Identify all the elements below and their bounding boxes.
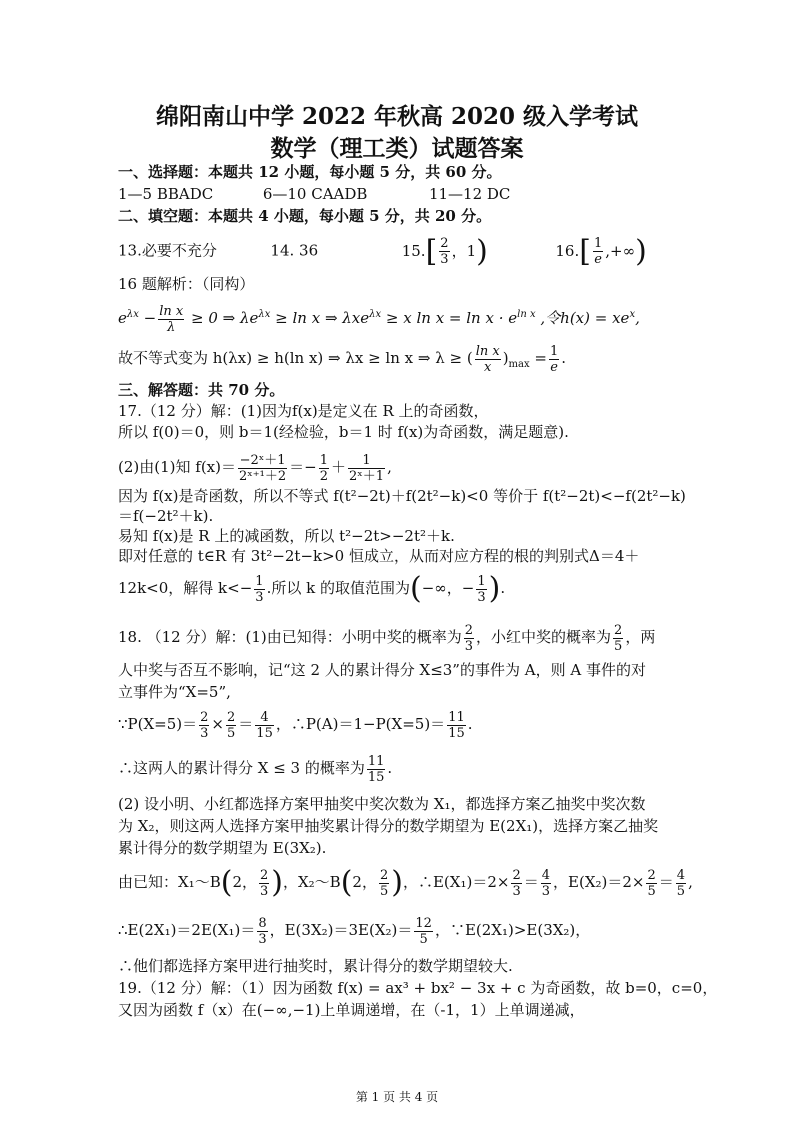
q16-derivation-line2: 故不等式变为 h(λx) ≥ h(ln x) ⇒ λx ≥ ln x ⇒ λ ≥ ( $\frac{\text{ln x}}{x}$ )$_{max}$ = $\frac{1}{e}$ . xyxy=(118,343,567,375)
q17-line3: (2)由(1)知 f(x)＝ $\frac{\text{−2ˣ＋1}}{\text{2ˣ⁺¹＋2}}$ ＝− $\frac{1}{2}$ ＋ $\frac{1}{\text{2ˣ＋1}}$ , xyxy=(118,452,392,484)
q17-line5: ＝f(−2t²＋k). xyxy=(118,507,214,525)
page-footer: 第 1 页 共 4 页 xyxy=(355,1090,439,1104)
q17-line2: 所以 f(0)＝0，则 b＝1(经检验，b＝1 时 f(x)为奇函数，满足题意). xyxy=(118,423,569,441)
section-1-heading: 一、选择题：本题共 12 小题，每小题 5 分，共 60 分。 xyxy=(118,163,502,181)
answer-14: 14. 36 xyxy=(270,241,319,260)
q18-line8: 累计得分的数学期望为 E(3X₂). xyxy=(118,839,327,857)
q17-line6: 易知 f(x)是 R 上的减函数，所以 t²−2t>−2t²＋k. xyxy=(118,527,455,545)
answer-13: 13.必要不充分 xyxy=(118,241,217,260)
section-3-heading: 三、解答题：共 70 分。 xyxy=(118,381,285,399)
q18-line2: 人中奖与否互不影响，记“这 2 人的累计得分 X≤3”的事件为 A，则 A 事件的对 xyxy=(118,661,646,679)
q16-derivation-line1: $e^{\lambda x}$ − $\frac{\text{ln x}}{\lambda}$ ≥ 0 ⇒ $\lambda e^{\lambda x} \ge \ln x$ ⇒ λxe$^{\lambda x}$ ≥ x $\ln x = \ln x \cdot e^{ln x}$ ,令$h(x) = xe^x$, xyxy=(118,303,640,335)
q17-line4: 因为 f(x)是奇函数，所以不等式 f(t²−2t)＋f(2t²−k)<0 等价于 f(t²−2t)<−f(2t²−k) xyxy=(118,487,686,505)
document-subtitle: 数学（理工类）试题答案 xyxy=(270,135,524,162)
q18-line11: ∴他们都选择方案甲进行抽奖时，累计得分的数学期望较大. xyxy=(118,957,513,975)
answer-16: 16.[ $\frac{1}{e}$ ,+∞) xyxy=(555,233,647,269)
q16-analysis-heading: 16 题解析：（同构） xyxy=(118,275,255,293)
q19-line2: 又因为函数 f（x）在(−∞,−1)上单调递增，在（-1，1）上单调递减， xyxy=(118,1001,585,1019)
answers-11-12: 11—12 DC xyxy=(428,185,511,203)
q17-line8: 12k<0，解得 k<− $\frac{1}{3}$ .所以 k 的取值范围为(−∞，− $\frac{1}{3}$ ). xyxy=(118,571,506,606)
q17-line1: 17.（12 分）解：(1)因为f(x)是定义在 R 上的奇函数， xyxy=(118,402,489,420)
choice-answers xyxy=(118,184,510,204)
q17-line7: 即对任意的 t∈R 有 3t²−2t−k>0 恒成立，从而对应方程的根的判别式Δ＝4＋ xyxy=(118,547,640,565)
q18-line7: 为 X₂，则这两人选择方案甲抽奖累计得分的数学期望为 E(2X₁)，选择方案乙抽奖 xyxy=(118,817,659,835)
q18-line4: ∵P(X=5)＝ $\frac{2}{3}$ × $\frac{2}{5}$ ＝ $\frac{4}{15}$ ，∴P(A)＝1−P(X=5)＝ $\frac{11}{15}$ . xyxy=(118,709,473,741)
section-2-heading: 二、填空题：本题共 4 小题，每小题 5 分，共 20 分。 xyxy=(118,207,492,225)
answer-15: 15.[ $\frac{2}{3}$ ，1) xyxy=(401,233,488,269)
q18-line1: 18. （12 分）解：(1)由已知得：小明中奖的概率为 $\frac{2}{3}$ ，小红中奖的概率为 $\frac{2}{5}$ ，两 xyxy=(118,622,656,654)
q18-line10: ∴E(2X₁)＝2E(X₁)＝ $\frac{8}{3}$ ，E(3X₂)＝3E(X₂)＝ $\frac{12}{5}$ ，∵E(2X₁)>E(3X₂)， xyxy=(118,915,591,947)
q18-line5: ∴这两人的累计得分 X ≤ 3 的概率为 $\frac{11}{15}$ . xyxy=(118,753,393,785)
q18-line6: (2) 设小明、小红都选择方案甲抽奖中奖次数为 X₁，都选择方案乙抽奖中奖次数 xyxy=(118,795,646,813)
document-title: 绵阳南山中学 2022 年秋高 2020 级入学考试 xyxy=(155,103,639,130)
q18-line9: 由已知：X₁～B(2， $\frac{2}{3}$ )，X₂～B(2， $\frac{2}{5}$ )，∴E(X₁)＝2× $\frac{2}{3}$ ＝ $\frac{4}{3}$ ，E(X₂)＝2× $\frac{2}{5}$ ＝ $\frac{4}{5}$ , xyxy=(118,865,693,900)
answers-1-5: 1—5 BBADC xyxy=(118,185,214,203)
q18-line3: 立事件为“X=5”, xyxy=(118,683,231,701)
answers-6-10: 6—10 CAADB xyxy=(262,185,368,203)
fill-answers xyxy=(118,233,647,269)
q19-line1: 19.（12 分）解：（1）因为函数 f(x) = ax³ + bx² − 3x + c 为奇函数，故 b=0，c=0， xyxy=(118,979,718,997)
